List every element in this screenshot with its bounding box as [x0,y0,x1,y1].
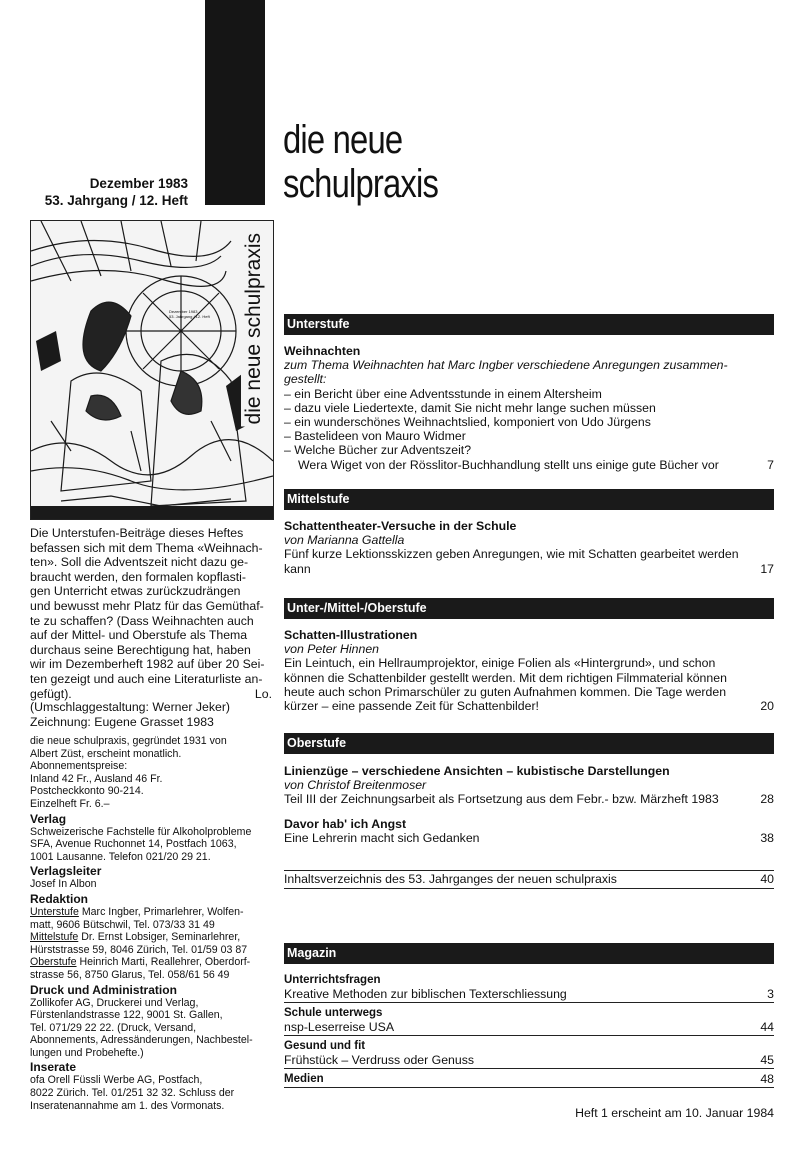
imprint-line: Albert Züst, erscheint monatlich. [30,747,182,760]
imprint-line: Inseratenannahme am 1. des Vormonats. [30,1099,225,1112]
masthead-title [283,118,438,206]
magazin-item-text: nsp-Leserreise USA [284,1020,395,1034]
list-item: – Welche Bücher zur Adventszeit? [284,443,472,458]
imprint-line: Schweizerische Fachstelle für Alkoholprobleme [30,825,252,838]
imprint-line: Einzelheft Fr. 6.– [30,797,110,810]
imprint-line: 1001 Lausanne. Telefon 021/20 29 21. [30,850,211,863]
imprint-heading-redaktion: Redaktion [30,891,89,906]
intro-line: gen Unterricht etwas zurückzudrängen [30,584,241,599]
imprint-line: Inland 42 Fr., Ausland 46 Fr. [30,772,163,785]
page-number: 17 [760,561,774,576]
intro-line: ten gezeigt und auch eine Literaturliste an- [30,671,263,686]
magazin-item-title: Medien [284,1073,324,1085]
magazin-item-text: Frühstück – Verdruss oder Genuss [284,1053,475,1067]
intro-line: durchaus seine Berechtigung hat, haben [30,642,251,657]
imprint-line: Postcheckkonto 90-214. [30,785,144,798]
list-item: Wera Wiget von der Rösslitor-Buchhandlung stellt uns einige gute Bücher vor [298,457,719,472]
article-schattentheater[interactable] [284,519,774,576]
article-weihnachten[interactable] [284,344,774,472]
imprint-line: Zollikofer AG, Druckerei und Verlag, [30,996,199,1009]
cover-small-volume: 53. Jahrgang / 12. Heft [169,314,210,319]
magazin-item[interactable] [284,1039,774,1069]
redaktion-mittelstufe-label: Mittelstufe [30,931,79,944]
cover-illustration [30,220,274,520]
imprint-heading-druck: Druck und Administration [30,982,177,997]
imprint-line [30,956,275,969]
imprint-line: matt, 9606 Bütschwil, Tel. 073/33 31 49 [30,918,215,931]
article-text: Eine Lehrerin macht sich Gedanken [284,831,480,846]
page-number: 7 [767,457,774,472]
section-oberstufe: Oberstufe [284,733,774,754]
intro-line: ten». Soll die Adventszeit nicht dazu ge- [30,555,249,570]
credit-cover-design: (Umschlaggestaltung: Werner Jeker) [30,700,231,714]
imprint-line: Hürststrasse 59, 8046 Zürich, Tel. 01/59 03 87 [30,943,248,956]
article-author: von Peter Hinnen [284,642,380,657]
cover-vertical-line-2: schulpraxis [242,233,265,339]
next-issue-note: Heft 1 erscheint am 10. Januar 1984 [575,1106,774,1120]
article-schatten-illustrationen[interactable] [284,628,774,713]
list-item: – ein Bericht über eine Adventsstunde in einem Altersheim [284,386,602,401]
article-last-row [284,458,774,472]
imprint-line: Abonnementspreise: [30,760,128,773]
cover-small-date: Dezember 1983 [169,309,198,314]
credit-drawing: Zeichnung: Eugene Grasset 1983 [30,714,214,729]
imprint [30,735,275,1112]
intro-line: auf der Mittel- und Oberstufe als Thema [30,628,248,643]
imprint-line: Fürstenlandstrasse 122, 9001 St. Gallen, [30,1009,223,1022]
redaktion-unterstufe-text: Marc Ingber, Primarlehrer, Wolfen- [78,905,244,918]
article-last-row [284,831,774,845]
index-row [284,871,774,888]
article-last-row [284,699,774,713]
article-author: von Christof Breitenmoser [284,778,427,793]
article-text: können die Schattenbilder gestellt werden. Mit dem richtigen Filmmaterial können [284,670,727,685]
list-item: – Bastelideen von Mauro Widmer [284,429,466,444]
list-item: – dazu viele Liedertexte, damit Sie nicht mehr lange suchen müssen [284,400,656,415]
imprint-line: die neue schulpraxis, gegründet 1931 von [30,735,227,747]
cover-vertical-title [241,231,267,426]
imprint-line: SFA, Avenue Ruchonnet 14, Postfach 1063, [30,838,237,851]
page-number: 38 [760,831,774,846]
cover-vertical-line-1: die neue [242,343,265,425]
page-number: 28 [760,792,774,807]
article-text: Inhaltsverzeichnis des 53. Jahrganges der neuen schulpraxis [284,872,617,886]
masthead-line-1: die neue [283,118,403,162]
imprint-heading-verlag: Verlag [30,811,67,826]
imprint-line [30,931,275,944]
article-author: von Marianna Gattella [284,533,405,548]
article-text: kann [284,561,311,576]
redaktion-mittelstufe-text: Dr. Ernst Lobsiger, Seminarlehrer, [78,931,241,944]
magazin-item-text: Kreative Methoden zur biblischen Texterschliessung [284,987,567,1001]
magazin-item[interactable] [284,1006,774,1036]
intro-line: te zu schaffen? (Dass Weihnachten auch [30,613,254,628]
imprint-line: 8022 Zürich. Tel. 01/251 32 32. Schluss der [30,1087,235,1100]
page-number: 45 [760,1053,774,1067]
intro-signature: Lo. [254,686,272,701]
article-text: Fünf kurze Lektionsskizzen geben Anregungen, wie mit Schatten gearbeitet werden [284,547,739,562]
article-title: Linienzüge – verschiedene Ansichten – kubistische Darstellungen [284,764,670,778]
intro-line: befassen sich mit dem Thema «Weihnach- [30,540,263,555]
redaktion-oberstufe-text: Heinrich Marti, Reallehrer, Oberdorf- [76,956,251,969]
page-number: 20 [760,699,774,714]
article-lead: zum Thema Weihnachten hat Marc Ingber verschiedene Anregungen zusammen- [284,358,728,373]
article-text: kürzer – eine passende Zeit für Schattenbilder! [284,699,539,714]
redaktion-oberstufe-label: Oberstufe [30,956,77,969]
article-title: Schattentheater-Versuche in der Schule [284,519,517,533]
imprint-line: Tel. 071/29 22 22. (Druck, Versand, [30,1021,197,1034]
article-davor-hab-ich-angst[interactable] [284,817,774,845]
imprint-heading-inserate: Inserate [30,1060,77,1075]
article-last-row [284,792,774,806]
article-text: heute auch schon Primarschüler zu guten Aufnahmen kommen. Die Tage werden [284,684,727,699]
article-lead: gestellt: [284,372,327,387]
imprint-line: lungen und Probehefte.) [30,1046,144,1059]
magazin-item-title: Gesund und fit [284,1040,366,1052]
imprint-line: strasse 56, 8750 Glarus, Tel. 058/61 56 49 [30,968,230,981]
section-unterstufe: Unterstufe [284,314,774,335]
section-magazin: Magazin [284,943,774,964]
section-unter-mittel-oberstufe: Unter-/Mittel-/Oberstufe [284,598,774,619]
cover-small-issue [169,309,210,319]
imprint-heading-verlagsleiter: Verlagsleiter [30,864,102,879]
list-item: – ein wunderschönes Weihnachtslied, komponiert von Udo Jürgens [284,415,651,430]
intro-line: Die Unterstufen-Beiträge dieses Heftes [30,526,244,540]
section-mittelstufe: Mittelstufe [284,489,774,510]
magazin-item-title: Unterrichtsfragen [284,974,381,986]
intro-line: wir im Dezemberheft 1982 auf über 20 Sei- [30,657,265,672]
article-text: Ein Leintuch, ein Hellraumprojektor, einige Folien als «Hintergrund», und schon [284,656,716,671]
imprint-line: Josef In Albon [30,878,97,891]
issue-info [45,175,188,209]
article-title: Schatten-Illustrationen [284,628,418,642]
magazin-item-row [284,987,774,1001]
cover-credits [30,700,272,729]
magazin-item-row [284,1072,774,1086]
masthead-line-2: schulpraxis [283,162,439,206]
magazin-item[interactable] [284,973,774,1003]
magazin-item-row [284,1053,774,1067]
imprint-line: ofa Orell Füssli Werbe AG, Postfach, [30,1074,203,1087]
masthead-black-bar [205,0,265,205]
page-number: 3 [767,987,774,1001]
page-number: 48 [760,1072,774,1086]
imprint-line: Abonnements, Adressänderungen, Nachbestel- [30,1034,253,1047]
annual-index-entry[interactable] [284,870,774,889]
intro-last-row [30,687,272,702]
magazin-item[interactable] [284,1072,774,1088]
article-text: Teil III der Zeichnungsarbeit als Fortsetzung aus dem Febr.- bzw. Märzheft 1983 [284,792,719,807]
redaktion-unterstufe-label: Unterstufe [30,905,79,918]
intro-text [30,526,272,701]
article-title: Weihnachten [284,344,361,358]
magazin-item-row [284,1020,774,1034]
intro-line: braucht werden, den formalen kopflasti- [30,569,246,584]
intro-line: gefügt). [30,686,72,701]
issue-volume: 53. Jahrgang / 12. Heft [44,193,188,208]
imprint-line [30,906,275,919]
page-number: 40 [760,872,774,886]
magazin-item-title: Schule unterwegs [284,1007,383,1019]
article-linienzuege[interactable] [284,764,774,807]
issue-date: Dezember 1983 [89,176,188,191]
article-last-row [284,562,774,576]
intro-line: und bewusst mehr Platz für das Gemüthaf- [30,598,264,613]
article-title: Davor hab' ich Angst [284,817,407,831]
cover-drawing [31,221,273,519]
page-number: 44 [760,1020,774,1034]
